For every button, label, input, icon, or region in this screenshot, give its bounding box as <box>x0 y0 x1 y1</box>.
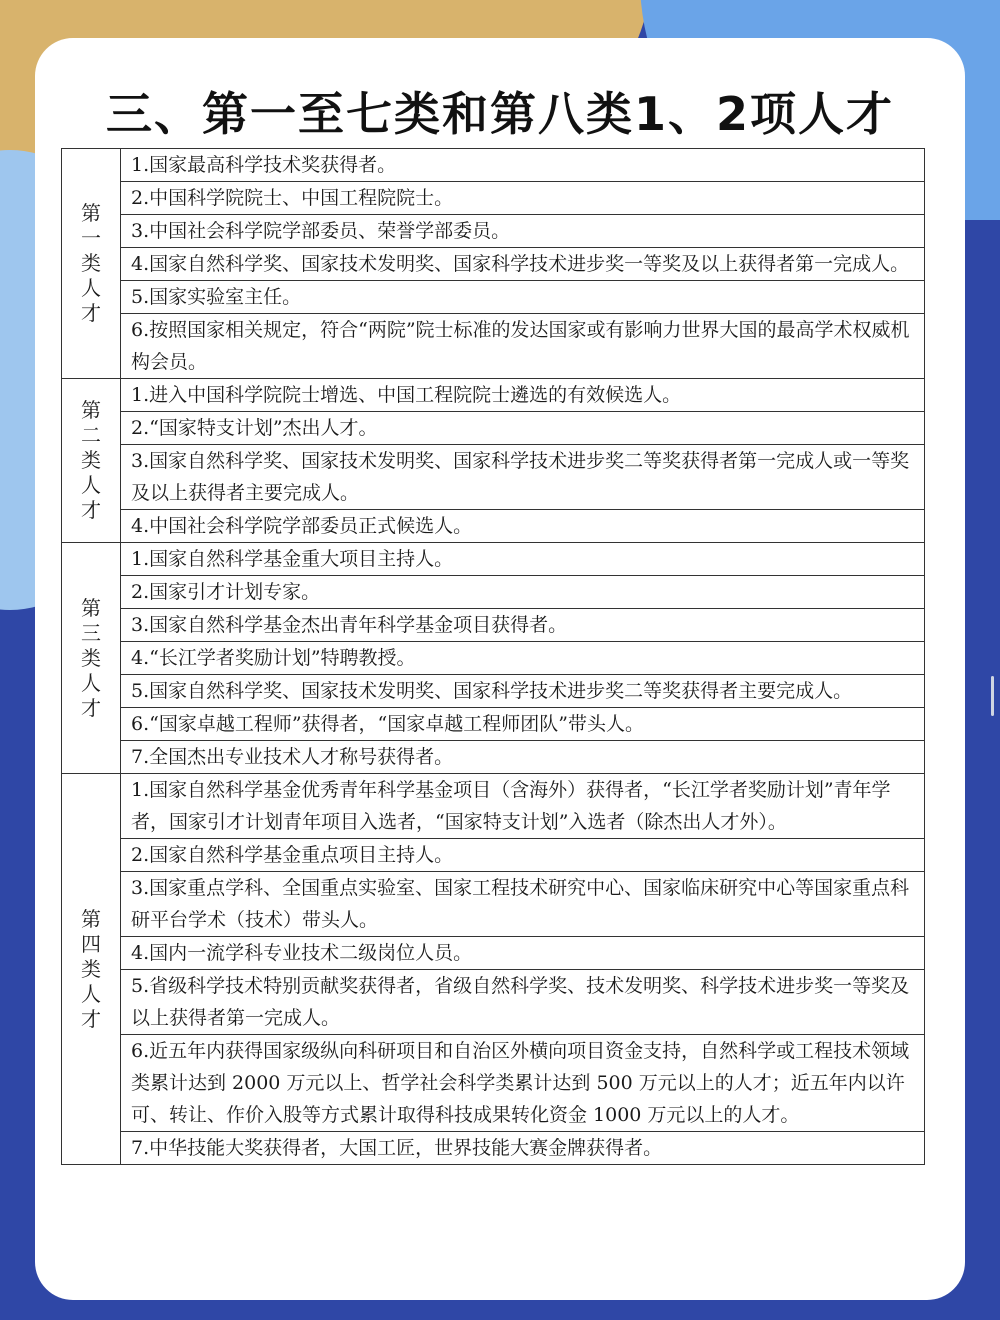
table-cell: 3.中国社会科学院学部委员、荣誉学部委员。 <box>121 215 925 248</box>
content-card <box>35 38 965 1300</box>
table-row <box>62 281 925 314</box>
table-cell: 6.按照国家相关规定，符合“两院”院士标准的发达国家或有影响力世界大国的最高学术权威机构会员。 <box>121 314 925 379</box>
table-row <box>62 314 925 379</box>
table-cell: 2.国家自然科学基金重点项目主持人。 <box>121 839 925 872</box>
talent-table <box>61 148 925 1165</box>
category-cell <box>62 543 121 774</box>
table-cell: 4.中国社会科学院学部委员正式候选人。 <box>121 510 925 543</box>
table-row <box>62 937 925 970</box>
table-cell: 3.国家重点学科、全国重点实验室、国家工程技术研究中心、国家临床研究中心等国家重点科研平台学术（技术）带头人。 <box>121 872 925 937</box>
category-label: 第一类人才 <box>81 201 101 325</box>
table-row <box>62 149 925 182</box>
table-row <box>62 182 925 215</box>
table-row <box>62 445 925 510</box>
table-cell: 4.国内一流学科专业技术二级岗位人员。 <box>121 937 925 970</box>
table-row <box>62 642 925 675</box>
table-cell: 1.国家自然科学基金重大项目主持人。 <box>121 543 925 576</box>
table-row <box>62 379 925 412</box>
table-row <box>62 412 925 445</box>
table-cell: 3.国家自然科学基金杰出青年科学基金项目获得者。 <box>121 609 925 642</box>
table-row <box>62 215 925 248</box>
table-cell: 7.中华技能大奖获得者，大国工匠，世界技能大赛金牌获得者。 <box>121 1132 925 1165</box>
category-cell <box>62 379 121 543</box>
table-cell: 6.近五年内获得国家级纵向科研项目和自治区外横向项目资金支持，自然科学或工程技术领域类累计达到 2000 万元以上、哲学社会科学类累计达到 500 万元以上的人才；近五年内以许可、转让、作价入股等方式累计取得科技成果转化资金 1000 万元以上的人才。 <box>121 1035 925 1132</box>
table-row <box>62 970 925 1035</box>
table-row <box>62 839 925 872</box>
table-row <box>62 543 925 576</box>
category-label: 第四类人才 <box>81 906 101 1031</box>
table-cell: 6.“国家卓越工程师”获得者，“国家卓越工程师团队”带头人。 <box>121 708 925 741</box>
table-cell: 1.进入中国科学院院士增选、中国工程院院士遴选的有效候选人。 <box>121 379 925 412</box>
table-cell: 2.国家引才计划专家。 <box>121 576 925 609</box>
table-cell: 1.国家自然科学基金优秀青年科学基金项目（含海外）获得者，“长江学者奖励计划”青年学者，国家引才计划青年项目入选者，“国家特支计划”入选者（除杰出人才外）。 <box>121 774 925 839</box>
page-title: 三、第一至七类和第八类1、2项人才 <box>105 87 894 141</box>
table-cell: 2.中国科学院院士、中国工程院院士。 <box>121 182 925 215</box>
category-cell <box>62 774 121 1165</box>
table-row <box>62 872 925 937</box>
table-cell: 5.省级科学技术特别贡献奖获得者，省级自然科学奖、技术发明奖、科学技术进步奖一等奖及以上获得者第一完成人。 <box>121 970 925 1035</box>
table-row <box>62 510 925 543</box>
table-row <box>62 576 925 609</box>
table-cell: 2.“国家特支计划”杰出人才。 <box>121 412 925 445</box>
table-cell: 3.国家自然科学奖、国家技术发明奖、国家科学技术进步奖二等奖获得者第一完成人或一等奖及以上获得者主要完成人。 <box>121 445 925 510</box>
category-label: 第三类人才 <box>81 595 101 720</box>
table-cell: 5.国家实验室主任。 <box>121 281 925 314</box>
table-cell: 4.“长江学者奖励计划”特聘教授。 <box>121 642 925 675</box>
table-cell: 7.全国杰出专业技术人才称号获得者。 <box>121 741 925 774</box>
table-row <box>62 1035 925 1132</box>
category-cell <box>62 149 121 379</box>
table-row <box>62 248 925 281</box>
table-cell: 4.国家自然科学奖、国家技术发明奖、国家科学技术进步奖一等奖及以上获得者第一完成人。 <box>121 248 925 281</box>
scrollbar[interactable] <box>991 676 994 716</box>
table-row <box>62 609 925 642</box>
table-row <box>62 774 925 839</box>
table-cell: 5.国家自然科学奖、国家技术发明奖、国家科学技术进步奖二等奖获得者主要完成人。 <box>121 675 925 708</box>
table-row <box>62 675 925 708</box>
table-row <box>62 1132 925 1165</box>
table-row <box>62 741 925 774</box>
table-cell: 1.国家最高科学技术奖获得者。 <box>121 149 925 182</box>
table-row <box>62 708 925 741</box>
category-label: 第二类人才 <box>81 398 101 522</box>
